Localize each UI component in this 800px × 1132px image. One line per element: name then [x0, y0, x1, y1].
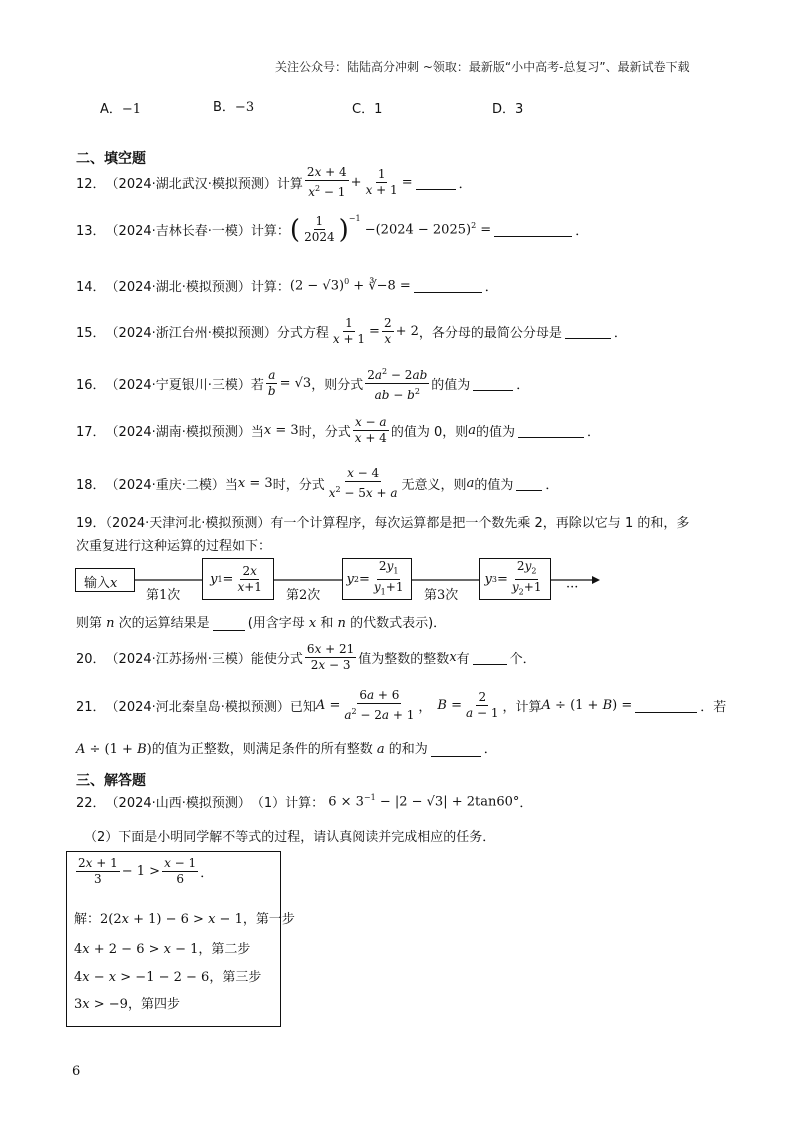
option-d: D．3: [492, 102, 524, 117]
solution-step-3: 4x − x > −1 − 2 − 6，第三步: [74, 970, 262, 985]
page-number: 6: [72, 1064, 81, 1079]
question-12: 12． （2024·湖北武汉·模拟预测） 计算 $\frac{2x + 4}{x^2 - 1}$ + $\frac{1}{x + 1}$ = ．: [76, 165, 472, 199]
question-18: 18． （2024·重庆·二模） 当 x = 3 时，分式 $\frac{x - 4}{x^2 - 5x + a}$ 无意义，则 a 的值为 ．: [76, 466, 559, 500]
flow-ellipsis: ···: [566, 580, 579, 595]
question-22-part2: （2）下面是小明同学解不等式的过程，请认真阅读并完成相应的任务．: [84, 830, 496, 845]
flow-step-3: 第3次: [424, 588, 459, 603]
solution-step-2: 4x + 2 − 6 > x − 1，第二步: [74, 942, 251, 957]
question-20: 20． （2024·江苏扬州·三模） 能使分式 $\frac{6x + 21}{2x - 3}$ 值为整数的整数 x 有 个．: [76, 642, 536, 672]
flow-box-3: y 3 = $\frac{2y_2}{y_2+1}$: [479, 558, 551, 600]
section-fill-title: 二、填空题: [76, 151, 146, 167]
question-16: 16． （2024·宁夏银川·三模） 若 $\frac{a}{b}$ = √3 ，则分式 $\frac{2a^2 - 2ab}{ab - b^2}$ 的值为 ．: [76, 364, 529, 403]
question-15: 15． （2024·浙江台州·模拟预测） 分式方程 $\frac{1}{x + 1}$ = $\frac{2}{x}$ + 2 ，各分母的最简公分母是 ．: [76, 316, 627, 346]
question-14: 14． （2024·湖北·模拟预测） 计算： $(2 - √3)^0$ + ∛−8 = ．: [76, 277, 498, 295]
flow-input-box: 输入x: [75, 568, 135, 592]
flow-box-2: y 2 = $\frac{2y_1}{y_1+1}$: [342, 558, 412, 600]
question-22: 22． （2024·山西·模拟预测） （1）计算： $6 \times 3^{-1} - |2 - √3| + 2\tan 60^\circ$ ．: [76, 793, 533, 811]
option-a: A．−1: [100, 102, 142, 117]
question-19: 19．（2024·天津河北·模拟预测）有一个计算程序，每次运算都是把一个数先乘 2，再除以它与 1 的和，多: [76, 516, 690, 531]
question-21-line2: A ÷ (1 + B)的值为正整数，则满足条件的所有整数 a 的和为 ．: [76, 742, 497, 757]
flow-step-1: 第1次: [146, 588, 181, 603]
question-21: 21． （2024·河北秦皇岛·模拟预测） 已知 A = $\frac{6a + 6}{a^2 - 2a + 1}$ ， B = $\frac{2}{a - 1}$ ，计算 A ÷ (1 + B) = ．若: [76, 688, 727, 722]
question-13: 13． （2024·吉林长春·一模） 计算： ( $\frac{1}{2024}$ ) $^{-1}$ $-(2024 - 2025)^2$ = ．: [76, 214, 589, 245]
question-17: 17． （2024·湖南·模拟预测） 当 x = 3 时，分式 $\frac{x - a}{x + 4}$ 的值为 0，则 a 的值为 ．: [76, 415, 601, 445]
header-notice: 关注公众号：陆陆高分冲刺 ~领取：最新版“小中高考-总复习”、最新试卷下载: [275, 60, 690, 74]
solution-step-4: 3x > −9，第四步: [74, 997, 180, 1012]
flow-box-1: y 1 = $\frac{2x}{x+1}$: [202, 558, 274, 600]
question-19-line3: 则第 n 次的运算结果是 (用含字母 x 和 n 的代数式表示)．: [76, 616, 447, 631]
option-c: C．1: [352, 102, 383, 117]
section-solve-title: 三、解答题: [76, 773, 146, 789]
solution-step-1: 解：2(2x + 1) − 6 > x − 1，第一步: [74, 912, 295, 927]
inequality: $\frac{2x + 1}{3}$ − 1 > $\frac{x - 1}{6}$ ．: [78, 856, 214, 886]
question-19-line2: 次重复进行这种运算的过程如下：: [76, 539, 272, 554]
flow-step-2: 第2次: [286, 588, 321, 603]
option-b: B．−3: [213, 100, 255, 115]
